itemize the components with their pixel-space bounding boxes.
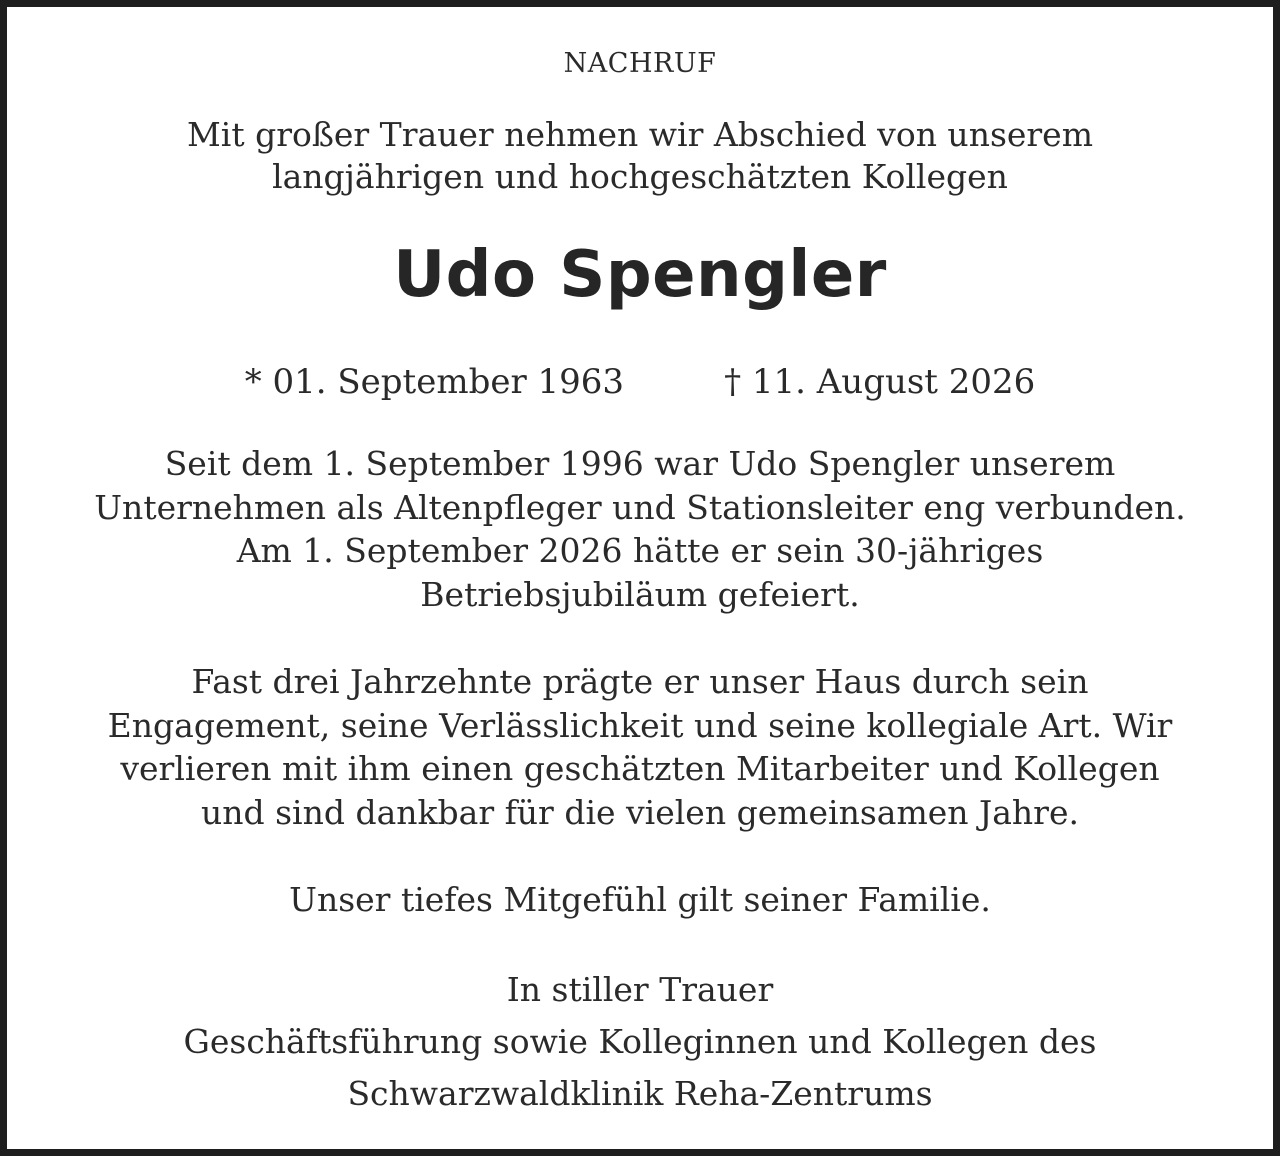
death-date: † 11. August 2026 [724,362,1036,402]
closing-line: In stiller Trauer [506,970,774,1009]
intro-line: langjährigen und hochgeschätzten Kollegen [272,157,1008,196]
intro-text [14,114,1266,198]
obituary-heading: NACHRUF [563,48,717,79]
paragraph-line: verlieren mit ihm einen geschätzten Mitarbeiter und Kollegen [120,749,1160,788]
paragraph-line: Fast drei Jahrzehnte prägte er unser Haus durch sein [191,662,1089,701]
paragraph-condolence [14,878,1266,922]
paragraph-line: Am 1. September 2026 hätte er sein 30-jähriges [236,531,1044,570]
paragraph-tribute [14,660,1266,834]
life-dates [14,358,1266,406]
deceased-name: Udo Spengler [393,238,887,312]
obituary-content [14,14,1266,1142]
closing-line: Schwarzwaldklinik Reha-Zentrums [347,1074,933,1113]
paragraph-line: und sind dankbar für die vielen gemeinsamen Jahre. [201,792,1079,832]
paragraph-career [14,442,1266,616]
paragraph-line: Unser tiefes Mitgefühl gilt seiner Familie. [289,880,991,919]
birth-date: * 01. September 1963 [244,362,625,402]
paragraph-line: Unternehmen als Altenpfleger und Stationsleiter eng verbunden. [94,487,1186,527]
closing-line: Geschäftsführung sowie Kolleginnen und Kollegen des [183,1022,1097,1061]
paragraph-line: Betriebsjubiläum gefeiert. [420,574,860,614]
intro-line: Mit großer Trauer nehmen wir Abschied von unserem [186,115,1094,154]
paragraph-line: Seit dem 1. September 1996 war Udo Spengler unserem [164,444,1116,483]
paragraph-line: Engagement, seine Verlässlichkeit und seine kollegiale Art. Wir [107,705,1173,745]
closing-signature [14,964,1266,1120]
